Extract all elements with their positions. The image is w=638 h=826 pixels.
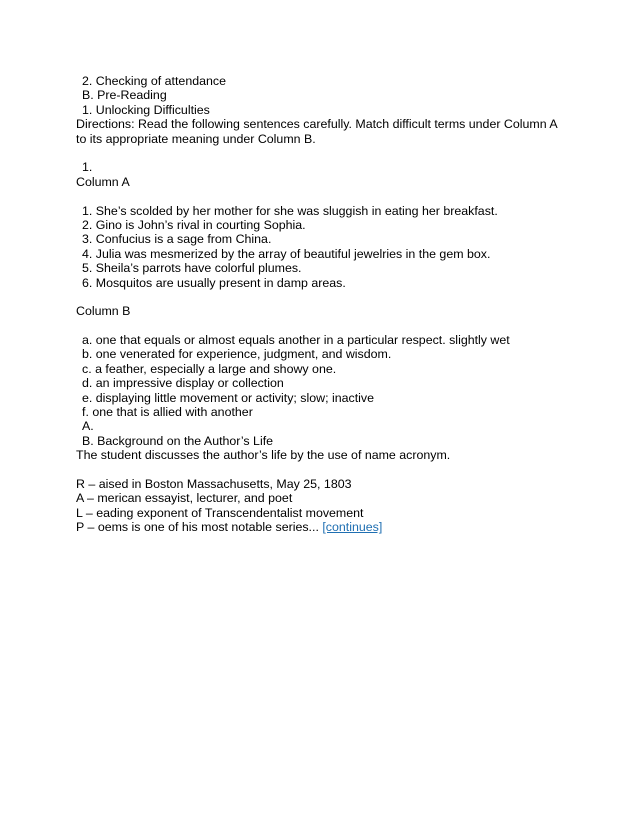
column-a-item: 6. Mosquitos are usually present in damp areas. — [82, 275, 346, 290]
intro-item-unlocking-difficulties: 1. Unlocking Difficulties — [82, 102, 210, 117]
section-b-heading: B. Background on the Author’s Life — [82, 433, 274, 448]
column-b-item: d. an impressive display or collection — [82, 376, 284, 391]
section-a-label: A. — [82, 419, 94, 434]
column-a-item: 2. Gino is John’s rival in courting Sophia. — [82, 217, 306, 232]
spacer — [76, 146, 566, 160]
acronym-line-r: R – aised in Boston Massachusetts, May 25, 1803 — [76, 476, 352, 491]
column-a-item: 4. Julia was mesmerized by the array of beautiful jewelries in the gem box. — [82, 246, 491, 261]
column-b-item: e. displaying little movement or activity; slow; inactive — [82, 390, 374, 405]
column-a-heading: Column A — [76, 174, 130, 189]
acronym-line-p — [76, 520, 566, 534]
acronym-line-a: A – merican essayist, lecturer, and poet — [76, 491, 293, 506]
column-a-item: 3. Confucius is a sage from China. — [82, 232, 272, 247]
continues-link[interactable]: [continues] — [322, 520, 383, 535]
acronym-line-p-text: P – oems is one of his most notable series... — [76, 520, 323, 535]
document-body — [76, 74, 566, 535]
directions-paragraph: Directions: Read the following sentences carefully. Match difficult terms under Column A to its appropriate meaning under Column B. — [76, 117, 557, 146]
number-one-label: 1. — [82, 160, 93, 175]
column-b-item: b. one venerated for experience, judgment, and wisdom. — [82, 347, 392, 362]
spacer — [76, 290, 566, 304]
column-a-item: 5. Sheila’s parrots have colorful plumes. — [82, 261, 302, 276]
column-b-heading: Column B — [76, 304, 131, 319]
author-intro-text: The student discusses the author’s life by the use of name acronym. — [76, 448, 451, 463]
column-a-item: 1. She’s scolded by her mother for she was sluggish in eating her breakfast. — [82, 203, 498, 218]
spacer — [76, 463, 566, 477]
acronym-line-l: L – eading exponent of Transcendentalist movement — [76, 505, 364, 520]
intro-item-checking-attendance: 2. Checking of attendance — [82, 74, 226, 88]
intro-item-pre-reading: B. Pre-Reading — [82, 88, 167, 103]
spacer — [76, 189, 566, 203]
column-b-item: a. one that equals or almost equals another in a particular respect. slightly wet — [82, 333, 510, 348]
column-b-item: f. one that is allied with another — [82, 405, 253, 420]
column-b-item: c. a feather, especially a large and showy one. — [82, 361, 337, 376]
spacer — [76, 319, 566, 333]
